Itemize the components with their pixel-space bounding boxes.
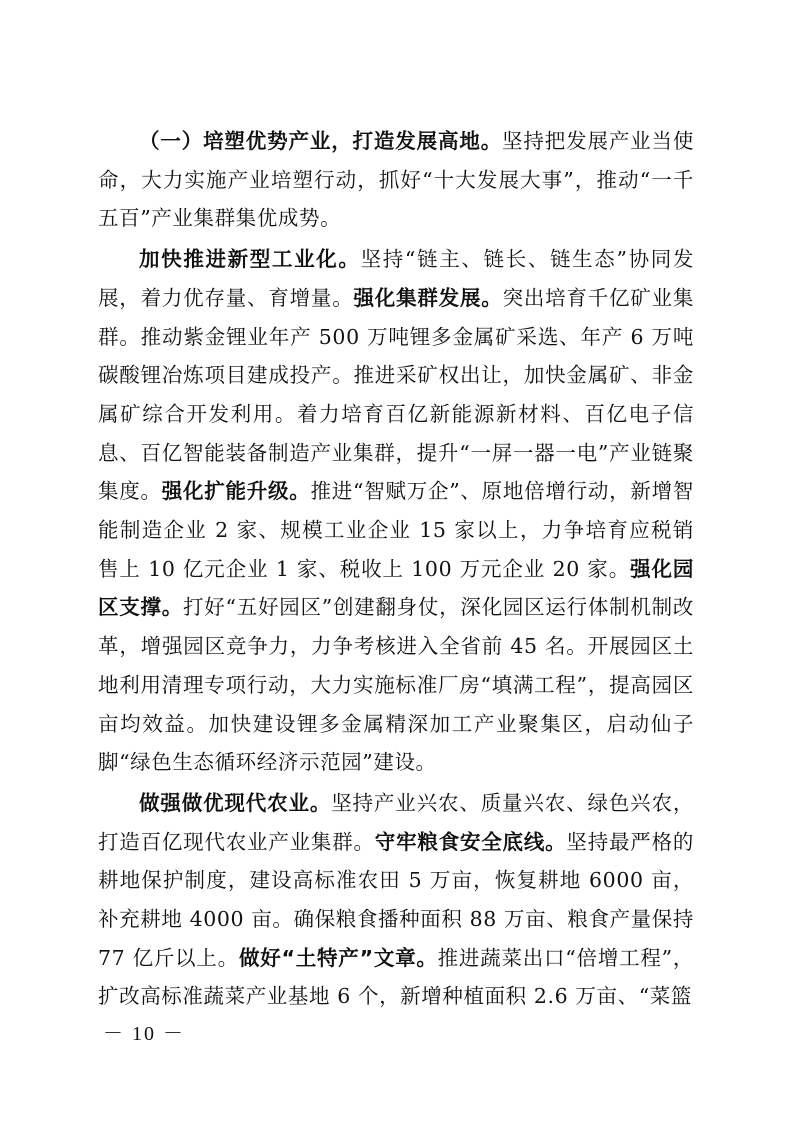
inline-heading: 守牢粮食安全底线。 bbox=[374, 829, 567, 854]
paragraph-text: 推进“智赋万企”、原地倍增行动，新增智能制造企业 2 家、规模工业企业 15 家以上，力争培育应税销售上 10 亿元企业 1 家、税收上 100 万元企业 20 家。 bbox=[98, 479, 694, 581]
document-body bbox=[98, 122, 694, 1018]
paragraph-1 bbox=[98, 122, 694, 238]
inline-heading: 强化集群发展。 bbox=[353, 285, 503, 310]
subsection-heading: 做强做优现代农业。 bbox=[139, 790, 332, 815]
paragraph-text: 打好“五好园区”创建翻身仗，深化园区运行体制机制改革，增强园区竞争力，力争考核进入全省前 45 名。开展园区土地利用清理专项行动，大力实施标准厂房“填满工程”，提高园区亩均效益。加快建设锂多金属精深加工产业聚集区，启动仙子脚“绿色生态循环经济示范园”建设。 bbox=[98, 595, 694, 775]
paragraph-text: 坚持“链主、链长、链生态”协同发展，着力优存量、育增量。 bbox=[98, 247, 695, 310]
paragraph-text: 坚持产业兴农、质量兴农、绿色兴农，打造百亿现代农业产业集群。 bbox=[98, 790, 694, 854]
paragraph-text: 坚持把发展产业当使命，大力实施产业培塑行动，抓好“十大发展大事”，推动“一千五百”产业集群集优成势。 bbox=[98, 129, 694, 231]
section-heading: （一）培塑优势产业，打造发展高地。 bbox=[139, 129, 503, 153]
paragraph-text: 推进蔬菜出口“倍增工程”，扩改高标准蔬菜产业基地 6 个，新增种植面积 2.6 万亩、“菜篮 bbox=[98, 945, 694, 1009]
inline-heading: 做好“土特产”文章。 bbox=[238, 945, 438, 970]
inline-heading: 强化扩能升级。 bbox=[161, 479, 311, 504]
paragraph-3 bbox=[98, 784, 694, 1016]
paragraph-2 bbox=[98, 240, 694, 782]
subsection-heading: 加快推进新型工业化。 bbox=[139, 247, 361, 272]
inline-heading: 强化园区支撑。 bbox=[98, 556, 694, 620]
paragraph-text: 突出培育千亿矿业集群。推动紫金锂业年产 500 万吨锂多金属矿采选、年产 6 万吨碳酸锂冶炼项目建成投产。推进采矿权出让，加快金属矿、非金属矿综合开发利用。着力培育百亿新能源新材料、百亿电子信息、百亿智能装备制造产业集群，提升“一屏一器一电”产业链聚集度。 bbox=[98, 285, 694, 504]
paragraph-text: 坚持最严格的耕地保护制度，建设高标准农田 5 万亩，恢复耕地 6000 亩，补充耕地 4000 亩。确保粮食播种面积 88 万亩、粮食产量保持 77 亿斤以上。 bbox=[98, 829, 694, 970]
page-number: － 10 － bbox=[103, 1023, 185, 1045]
